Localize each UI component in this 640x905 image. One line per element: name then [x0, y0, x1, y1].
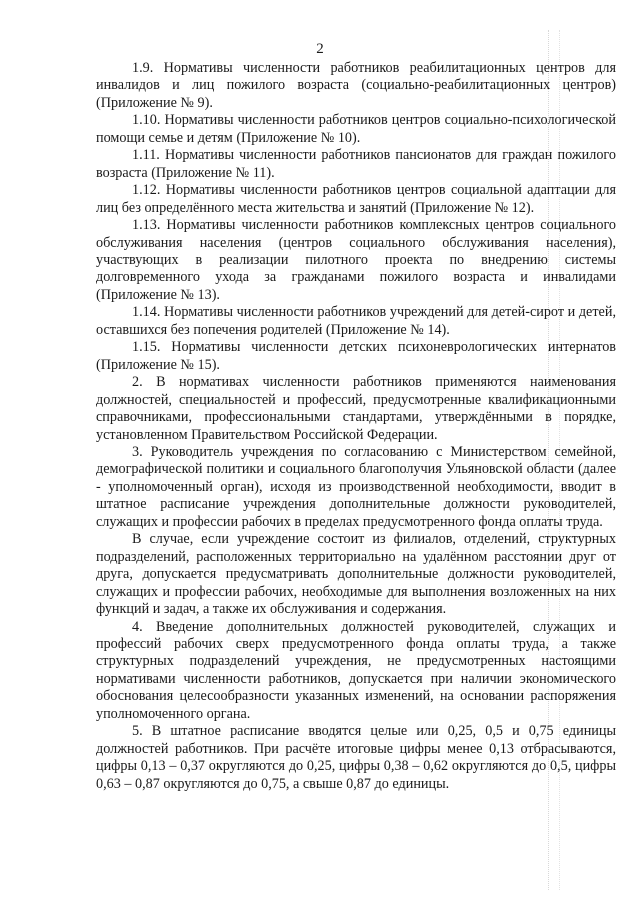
paragraph-1-12: 1.12. Нормативы численности работников центров социальной адаптации для лиц без определённого места жительства и занятий (Приложение № 12). [96, 182, 616, 216]
paragraph-1-10: 1.10. Нормативы численности работников центров социально-психологической помощи семье и детям (Приложение № 10). [96, 112, 616, 146]
paragraph-1-14: 1.14. Нормативы численности работников учреждений для детей-сирот и детей, оставшихся без попечения родителей (Приложение № 14). [96, 304, 616, 338]
paragraph-2: 2. В нормативах численности работников применяются наименования должностей, специальностей и профессий, предусмотренные квалификационными справочниками, профессиональными стандартами, утверждёнными в порядке, установленном Правительством Российской Федерации. [96, 374, 616, 443]
paragraph-5: 5. В штатное расписание вводятся целые или 0,25, 0,5 и 0,75 единицы должностей работников. При расчёте итоговые цифры менее 0,13 отбрасываются, цифры 0,13 – 0,37 округляются до 0,25, цифры 0,38 – 0,62 округляются до 0,5, цифры 0,63 – 0,87 округляются до 0,75, а свыше 0,87 до единицы. [96, 723, 616, 792]
paragraph-1-9: 1.9. Нормативы численности работников реабилитационных центров для инвалидов и лиц пожилого возраста (социально-реабилитационных центров) (Приложение № 9). [96, 60, 616, 111]
paragraph-1-15: 1.15. Нормативы численности детских психоневрологических интернатов (Приложение № 15). [96, 339, 616, 373]
paragraph-3-branches: В случае, если учреждение состоит из филиалов, отделений, структурных подразделений, расположенных территориально на удалённом расстоянии друг от друга, допускается предусматривать дополнительные должности руководителей, служащих и профессии рабочих, необходимые для выполнения возложенных на них функций и задач, а также их обслуживания и содержания. [96, 531, 616, 618]
paragraph-1-13: 1.13. Нормативы численности работников комплексных центров социального обслуживания населения (центров социального обслуживания населения), участвующих в реализации пилотного проекта по внедрению системы долговременного ухода за гражданами пожилого возраста и инвалидами (Приложение № 13). [96, 217, 616, 303]
paragraph-4: 4. Введение дополнительных должностей руководителей, служащих и профессий рабочих сверх предусмотренного фонда оплаты труда, а также структурных подразделений учреждения, не предусмотренных настоящими нормативами численности работников, допускается при наличии экономического обоснования целесообразности указанных изменений, на основании распоряжения уполномоченного органа. [96, 618, 616, 722]
paragraph-1-11: 1.11. Нормативы численности работников пансионатов для граждан пожилого возраста (Приложение № 11). [96, 147, 616, 181]
paragraph-3: 3. Руководитель учреждения по согласованию с Министерством семейной, демографической политики и социального благополучия Ульяновской области (далее - уполномоченный орган), исходя из производственной необходимости, вводит в штатное расписание учреждения дополнительные должности руководителей, служащих и профессии рабочих в пределах предусмотренного фонда оплаты труда. [96, 443, 616, 530]
page-number: 2 [316, 41, 324, 57]
document-body [96, 60, 616, 793]
